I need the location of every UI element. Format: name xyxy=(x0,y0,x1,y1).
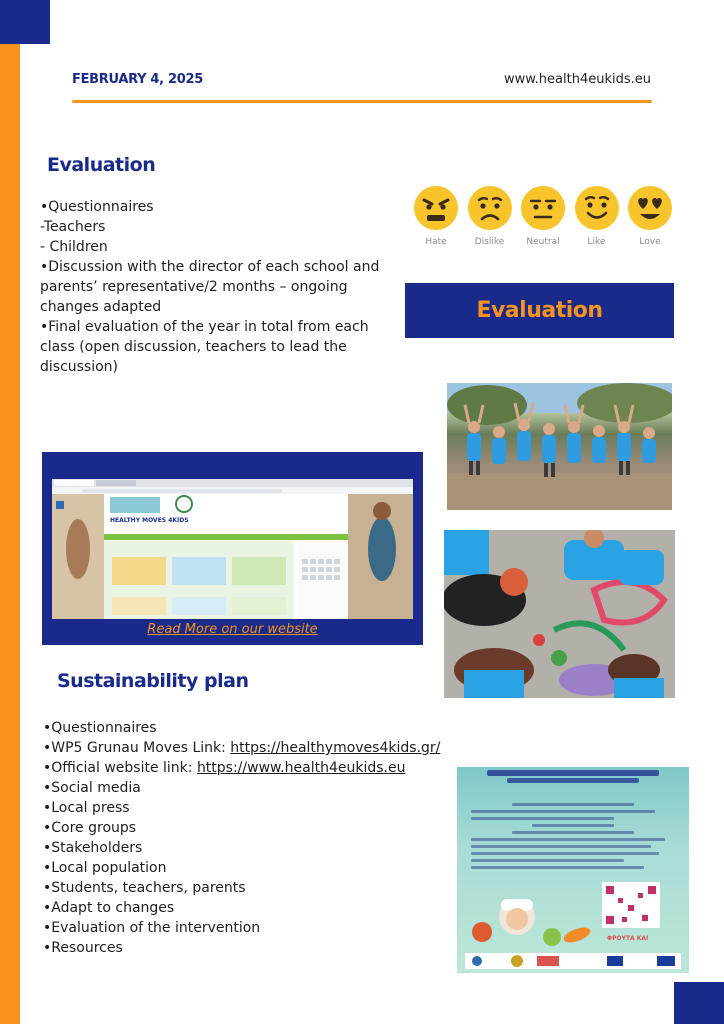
emoji-rating-scale xyxy=(411,185,675,255)
website-site-name: HEALTHY MOVES 4KIDS xyxy=(110,517,189,524)
children-group-illustration xyxy=(447,383,672,510)
header-date: FEBRUARY 4, 2025 xyxy=(72,72,204,87)
top-left-corner-block xyxy=(0,0,50,44)
website-preview[interactable] xyxy=(42,452,423,645)
emoji-label: Like xyxy=(587,237,606,247)
children-painting-photo xyxy=(444,530,675,698)
header-divider xyxy=(72,100,652,103)
angry-face-icon xyxy=(413,185,459,231)
header-url[interactable]: www.health4eukids.eu xyxy=(503,72,651,87)
evaluation-title: Evaluation xyxy=(47,154,156,176)
sustainability-item: •Local press xyxy=(43,800,130,816)
emoji-label: Love xyxy=(639,237,661,247)
emoji-like xyxy=(572,185,622,255)
emoji-love xyxy=(625,185,675,255)
emoji-hate xyxy=(411,185,461,255)
evaluation-item: - Children xyxy=(40,239,108,255)
evaluation-banner xyxy=(405,283,674,338)
neutral-face-icon xyxy=(520,185,566,231)
svg-text:ΦΡΟΥΤΑ ΚΑΙ: ΦΡΟΥΤΑ ΚΑΙ xyxy=(607,935,649,942)
sustainability-list xyxy=(43,718,463,958)
sustainability-item: •Social media xyxy=(43,780,141,796)
website-screenshot xyxy=(52,479,413,619)
sustainability-item: •Core groups xyxy=(43,820,137,836)
emoji-label: Neutral xyxy=(526,237,560,247)
evaluation-item: •Questionnaires xyxy=(40,199,154,215)
sustainability-item: •Students, teachers, parents xyxy=(43,880,246,896)
sustainability-item: •Questionnaires xyxy=(43,720,157,736)
sustainability-item: •Official website link: https://www.health4eukids.eu xyxy=(43,760,406,776)
sustainability-title: Sustainability plan xyxy=(57,670,249,692)
children-painting-illustration xyxy=(444,530,675,698)
evaluation-item: •Final evaluation of the year in total from each class (open discussion, teachers to lead the discussion) xyxy=(40,319,369,375)
sustainability-item: •Adapt to changes xyxy=(43,900,175,916)
emoji-label: Hate xyxy=(425,237,447,247)
grunau-moves-link[interactable]: https://healthymoves4kids.gr/ xyxy=(230,740,441,756)
emoji-dislike xyxy=(465,185,515,255)
smiling-face-icon xyxy=(574,185,620,231)
website-screenshot-illustration xyxy=(52,479,413,619)
sustainability-item: •WP5 Grunau Moves Link: https://healthymoves4kids.gr/ xyxy=(43,740,441,756)
emoji-label: Dislike xyxy=(474,237,505,247)
evaluation-item: -Teachers xyxy=(40,219,106,235)
poster-illustration xyxy=(457,767,689,973)
frowning-face-icon xyxy=(467,185,513,231)
sustainability-item: •Local population xyxy=(43,860,167,876)
evaluation-banner-text: Evaluation xyxy=(476,298,603,323)
healthy-recipes-poster xyxy=(457,767,689,973)
left-accent-bar xyxy=(0,0,20,1024)
bottom-right-corner-block xyxy=(674,982,724,1024)
sustainability-item: •Resources xyxy=(43,940,123,956)
children-group-photo xyxy=(447,383,672,510)
evaluation-item: •Discussion with the director of each school and parents’ representative/2 months – ongoing changes adapted xyxy=(40,259,380,315)
heart-eyes-face-icon xyxy=(627,185,673,231)
emoji-neutral xyxy=(518,185,568,255)
evaluation-list xyxy=(40,197,385,377)
read-more-link[interactable]: Read More on our website xyxy=(147,622,318,637)
sustainability-item: •Evaluation of the intervention xyxy=(43,920,261,936)
sustainability-item: •Stakeholders xyxy=(43,840,143,856)
official-website-link[interactable]: https://www.health4eukids.eu xyxy=(196,760,406,776)
